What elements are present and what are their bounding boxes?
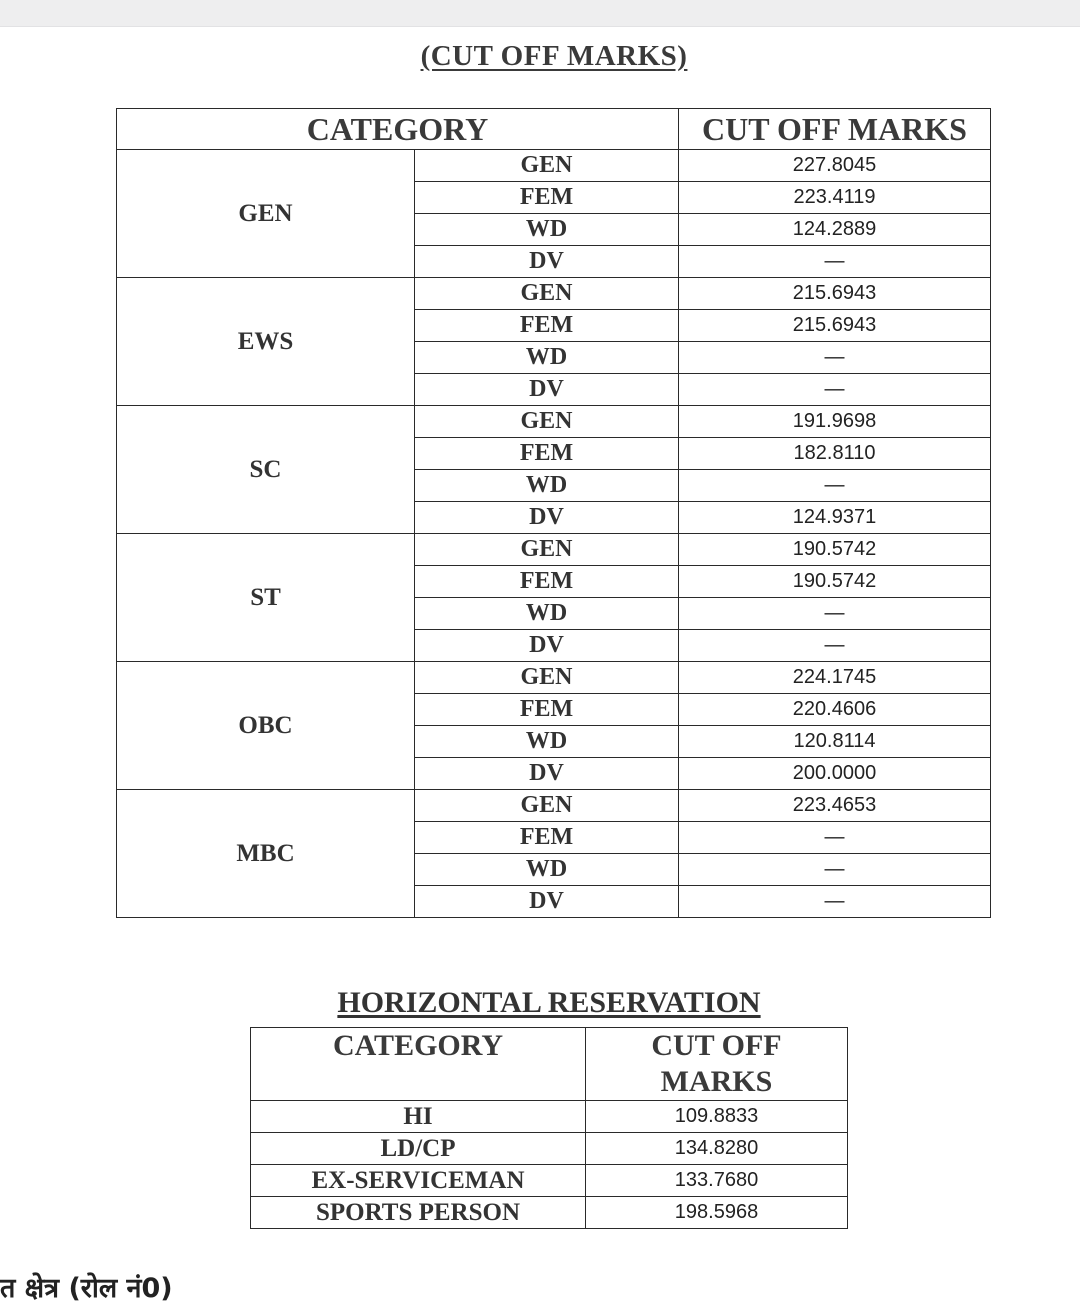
table-row bbox=[117, 662, 991, 694]
subcategory-cell: GEN bbox=[415, 406, 679, 438]
subcategory-cell: FEM bbox=[415, 822, 679, 854]
horizontal-category-cell: LD/CP bbox=[251, 1133, 586, 1165]
cutoff-value-cell: — bbox=[679, 470, 991, 502]
cutoff-value-cell: — bbox=[679, 630, 991, 662]
cutoff-value-cell: 200.0000 bbox=[679, 758, 991, 790]
horizontal-category-cell: HI bbox=[251, 1101, 586, 1133]
cutoff-value-cell: — bbox=[679, 854, 991, 886]
table-row bbox=[117, 534, 991, 566]
subcategory-cell: GEN bbox=[415, 278, 679, 310]
cutoff-value-cell: 190.5742 bbox=[679, 566, 991, 598]
subcategory-cell: FEM bbox=[415, 566, 679, 598]
page-title: (CUT OFF MARKS) bbox=[420, 40, 688, 72]
subcategory-cell: WD bbox=[415, 470, 679, 502]
table-row bbox=[117, 150, 991, 182]
subcategory-cell: DV bbox=[415, 630, 679, 662]
horizontal-category-cell: SPORTS PERSON bbox=[251, 1197, 586, 1229]
subcategory-cell: WD bbox=[415, 726, 679, 758]
category-group-label: MBC bbox=[117, 790, 415, 918]
cutoff-value-cell: — bbox=[679, 598, 991, 630]
horizontal-value-cell: 198.5968 bbox=[586, 1197, 848, 1229]
horizontal-value-cell: 109.8833 bbox=[586, 1101, 848, 1133]
subcategory-cell: GEN bbox=[415, 790, 679, 822]
table-row bbox=[251, 1133, 848, 1165]
horizontal-cutoff-header bbox=[586, 1028, 848, 1101]
table-row bbox=[117, 790, 991, 822]
cutoff-value-cell: — bbox=[679, 374, 991, 406]
cutoff-value-cell: 215.6943 bbox=[679, 310, 991, 342]
cutoff-value-cell: — bbox=[679, 342, 991, 374]
horizontal-reservation-title: HORIZONTAL RESERVATION bbox=[337, 986, 761, 1019]
category-header: CATEGORY bbox=[117, 109, 679, 150]
cutoff-value-cell: 124.2889 bbox=[679, 214, 991, 246]
horizontal-reservation-table bbox=[250, 1027, 848, 1229]
cutoff-value-cell: 120.8114 bbox=[679, 726, 991, 758]
subcategory-cell: DV bbox=[415, 374, 679, 406]
subcategory-cell: DV bbox=[415, 886, 679, 918]
footer-hindi-text: त क्षेत्र (रोल नं0) bbox=[0, 1273, 173, 1304]
subcategory-cell: FEM bbox=[415, 310, 679, 342]
cutoff-value-cell: — bbox=[679, 886, 991, 918]
subcategory-cell: GEN bbox=[415, 534, 679, 566]
cutoff-value-cell: — bbox=[679, 246, 991, 278]
cutoff-value-cell: 223.4119 bbox=[679, 182, 991, 214]
horizontal-cutoff-header-line1: CUT OFF bbox=[651, 1029, 782, 1062]
cutoff-value-cell: — bbox=[679, 822, 991, 854]
category-group-label: OBC bbox=[117, 662, 415, 790]
cutoff-value-cell: 227.8045 bbox=[679, 150, 991, 182]
horizontal-value-cell: 133.7680 bbox=[586, 1165, 848, 1197]
category-group-label: GEN bbox=[117, 150, 415, 278]
table-row bbox=[251, 1165, 848, 1197]
cutoff-value-cell: 190.5742 bbox=[679, 534, 991, 566]
cutoff-value-cell: 215.6943 bbox=[679, 278, 991, 310]
cutoff-value-cell: 124.9371 bbox=[679, 502, 991, 534]
subcategory-cell: WD bbox=[415, 214, 679, 246]
subcategory-cell: DV bbox=[415, 246, 679, 278]
category-group-label: ST bbox=[117, 534, 415, 662]
subcategory-cell: FEM bbox=[415, 438, 679, 470]
viewer-top-bar bbox=[0, 0, 1080, 27]
horizontal-value-cell: 134.8280 bbox=[586, 1133, 848, 1165]
subcategory-cell: WD bbox=[415, 854, 679, 886]
cutoff-value-cell: 182.8110 bbox=[679, 438, 991, 470]
table-row bbox=[251, 1197, 848, 1229]
table-row bbox=[251, 1101, 848, 1133]
horizontal-cutoff-header-line2: MARKS bbox=[660, 1065, 773, 1098]
horizontal-category-cell: EX-SERVICEMAN bbox=[251, 1165, 586, 1197]
subcategory-cell: FEM bbox=[415, 182, 679, 214]
table-row bbox=[117, 406, 991, 438]
table-row bbox=[117, 278, 991, 310]
subcategory-cell: WD bbox=[415, 342, 679, 374]
cutoff-header: CUT OFF MARKS bbox=[679, 109, 991, 150]
subcategory-cell: WD bbox=[415, 598, 679, 630]
cutoff-value-cell: 191.9698 bbox=[679, 406, 991, 438]
cutoff-value-cell: 220.4606 bbox=[679, 694, 991, 726]
cutoff-table bbox=[116, 108, 991, 918]
subcategory-cell: FEM bbox=[415, 694, 679, 726]
category-group-label: SC bbox=[117, 406, 415, 534]
subcategory-cell: GEN bbox=[415, 662, 679, 694]
cutoff-value-cell: 223.4653 bbox=[679, 790, 991, 822]
subcategory-cell: DV bbox=[415, 502, 679, 534]
horizontal-category-header: CATEGORY bbox=[251, 1028, 586, 1101]
category-group-label: EWS bbox=[117, 278, 415, 406]
subcategory-cell: GEN bbox=[415, 150, 679, 182]
subcategory-cell: DV bbox=[415, 758, 679, 790]
cutoff-value-cell: 224.1745 bbox=[679, 662, 991, 694]
